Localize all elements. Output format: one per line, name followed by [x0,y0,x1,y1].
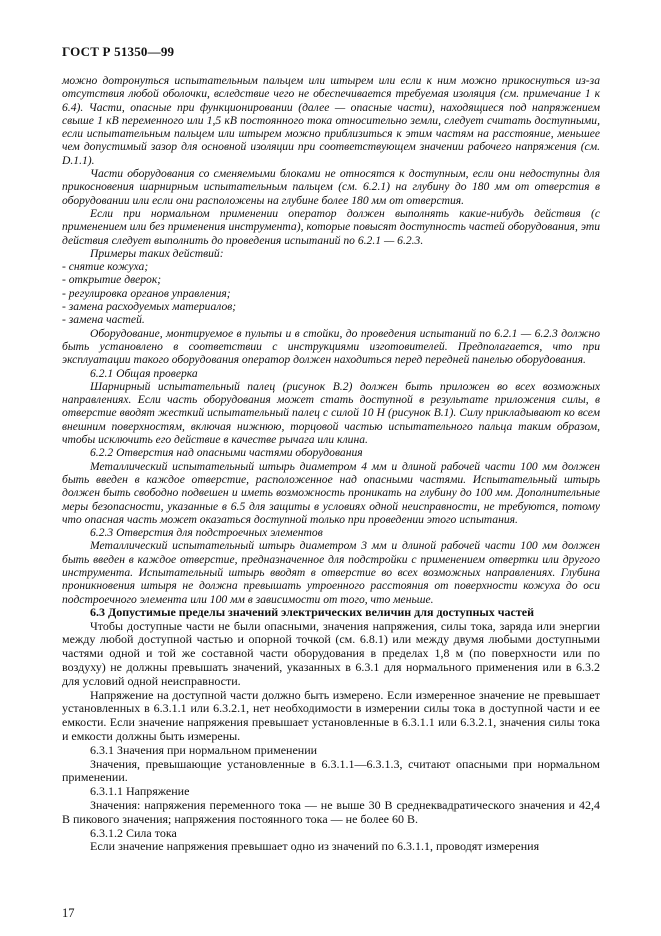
section-heading: 6.3.1 Значения при нормальном применении [90,742,318,757]
paragraph: Если при нормальном применении оператор должен выполнять какие-нибудь действия (с применением или без применения инструмента), которые повысят доступность частей оборудования, эти действия следует выполнить до проведения испытаний по 6.2.1 — 6.2.3. [62,206,600,247]
section-heading: 6.3 Допустимые пределы значений электрических величин для доступных частей [90,604,535,619]
section-heading: 6.2.1 Общая проверка [90,366,198,380]
paragraph: Значения: напряжения переменного тока — не выше 30 В среднеквадратического значения и 42,4 В пикового значения; напряжения постоянного тока — не более 60 В. [62,798,600,826]
list-item: - регулировка органов управления; [62,286,231,300]
italic-section [62,74,600,606]
paragraph: Металлический испытательный штырь диаметром 3 мм и длиной рабочей части 100 мм должен быть введен в каждое отверстие, предназначенное для подстройки с применением отвертки или другого инструмента. Испытательный штырь вводят в отверстие во всех возможных направлениях. Глубина проникновения штыря не должна превышать утроенного расстояния от поверхности кожуха до оси подстроечного элемента или 100 мм в зависимости от того, что меньше. [62,539,600,606]
paragraph: Если значение напряжения превышает одно из значений по 6.3.1.1, проводят измерения [90,839,540,854]
paragraph: Части оборудования со сменяемыми блоками не относятся к доступным, если они недоступны для прикосновения шарнирным испытательным пальцем (см. 6.2.1) на глубину до 180 мм от отверстия в оборудовании или если они расположены на глубине более 180 мм от отверстия. [62,167,600,207]
section-heading: 6.2.2 Отверстия над опасными частями оборудования [90,446,363,460]
paragraph: Оборудование, монтируемое в пульты и в стойки, до проведения испытаний по 6.2.1 — 6.2.3 должно быть установлено в соответствии с инструкциями изготовителей. Предполагается, что при эксплуатации такого оборудования оператор должен находиться перед передней панелью оборудования. [62,326,600,367]
section-heading: 6.2.3 Отверстия для подстроечных элементов [90,526,323,540]
list-item: - открытие дверок; [62,273,162,287]
roman-section [62,606,600,854]
document-header: ГОСТ Р 51350—99 [62,44,175,59]
paragraph: Напряжение на доступной части должно быть измерено. Если измеренное значение не превышает установленных в 6.3.1.1 или 6.3.2.1, нет необходимости в измерении силы тока в доступной части и ее емкости. Если значение напряжения превышает установленные в 6.3.1.1 или 6.3.2.1, значения силы тока и емкости должны быть измерены. [62,687,600,744]
paragraph: Значения, превышающие установленные в 6.3.1.1—6.3.1.3, считают опасными при нормальном применении. [62,756,600,785]
section-heading: 6.3.1.2 Сила тока [90,825,177,840]
paragraph: Шарнирный испытательный палец (рисунок В.2) должен быть приложен во всех возможных направлениях. Если часть оборудования может стать доступной в результате приложения силы, в отверстие вводят жесткий испытательный палец с силой 10 Н (рисунок В.1). Силу прикладывают ко всем внешним поверхностям, включая нижнюю, торцовой частью испытательного пальца таким образом, чтобы исключить его действие в качестве рычага или клина. [62,379,600,447]
paragraph: Металлический испытательный штырь диаметром 4 мм и длиной рабочей части 100 мм должен быть введен в каждое отверстие, расположенное над опасными частями. Испытательный штырь должен быть свободно подвешен и иметь возможность проникать на глубину до 100 мм. Дополнительные меры безопасности, указанные в 6.5 для защиты в условиях одной неисправности, не требуются, потому что опасная часть может оказаться доступной только при проведении этого испытания. [62,459,600,526]
paragraph: Чтобы доступные части не были опасными, значения напряжения, силы тока, заряда или энергии между любой доступной частью и опорной точкой (см. 6.8.1) или между двумя любыми доступными частями одной и той же составной части оборудования в пределах 1,8 м (по поверхности или по воздуху) не должны превышать значений, указанных в 6.3.1 для нормального применения или в 6.3.2 для условий одной неисправности. [62,618,600,688]
list-item: - замена расходуемых материалов; [62,300,237,314]
list-item: - замена частей. [62,313,145,327]
page-number: 17 [62,906,75,920]
paragraph: Примеры таких действий: [90,246,224,260]
paragraph: можно дотронуться испытательным пальцем или штырем или если к ним можно прикоснуться из-за отсутствия любой оболочки, вследствие чего не обеспечивается требуемая изоляция (см. примечание 1 к 6.4). Части, опасные при функционировании (далее — опасные части), находящиеся под напряжением свыше 1 кВ переменного или 1,5 кВ постоянного тока относительно земли, следует считать доступными, если испытательным пальцем или штырем можно приблизиться к этим частям на расстояние, меньшее чем допустимый зазор для основной изоляции при соответствующем значении рабочего напряжения (см. D.1.1). [62,74,600,167]
list-item: - снятие кожуха; [62,260,149,274]
section-heading: 6.3.1.1 Напряжение [90,784,190,799]
document-page [62,44,600,854]
